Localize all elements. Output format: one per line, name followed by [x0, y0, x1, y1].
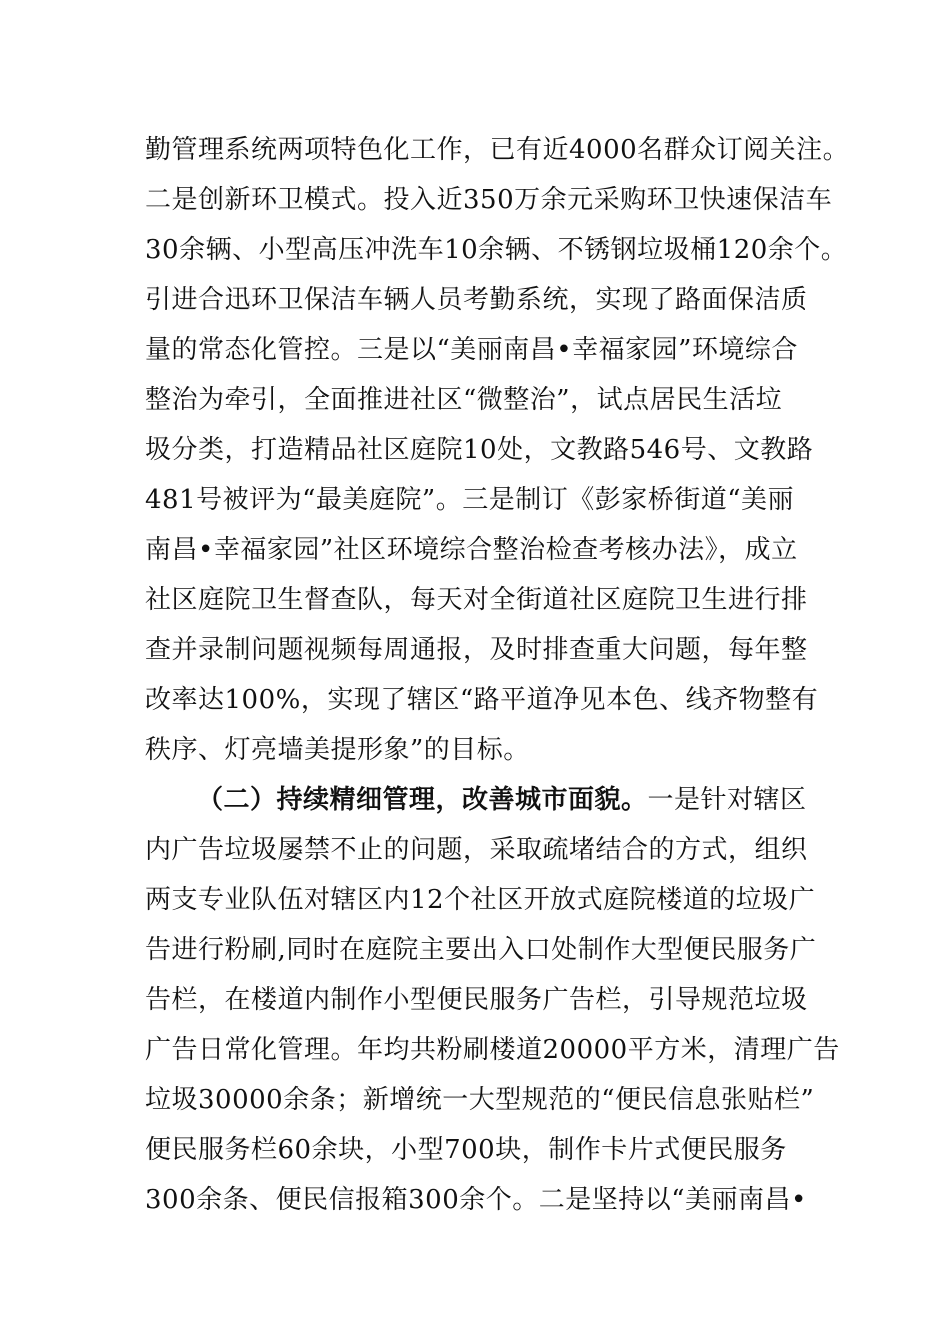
text-line: 改率达100%，实现了辖区“路平道净见本色、线齐物整有: [145, 685, 819, 715]
text-line: 社区庭院卫生督查队，每天对全街道社区庭院卫生进行排: [145, 585, 808, 615]
text-line: 引进合迅环卫保洁车辆人员考勤系统，实现了路面保洁质: [145, 285, 808, 315]
text-line: 30余辆、小型高压冲洗车10余辆、不锈钢垃圾桶120余个。: [145, 235, 848, 265]
text-line: 便民服务栏60余块，小型700块，制作卡片式便民服务: [145, 1135, 787, 1165]
text-line: 二是创新环卫模式。投入近350万余元采购环卫快速保洁车: [145, 185, 833, 215]
text-line: 内广告垃圾屡禁不止的问题，采取疏堵结合的方式，组织: [145, 835, 808, 865]
text-line: 勤管理系统两项特色化工作，已有近4000名群众订阅关注。: [145, 135, 850, 165]
text-line: 整治为牵引，全面推进社区“微整治”，试点居民生活垃: [145, 385, 783, 415]
text-line: 300余条、便民信报箱300余个。二是坚持以“美丽南昌•: [145, 1185, 807, 1215]
section-2-first-line: [197, 780, 835, 820]
text-line: 481号被评为“最美庭院”。三是制订《彭家桥街道“美丽: [145, 485, 795, 515]
text-line: 两支专业队伍对辖区内12个社区开放式庭院楼道的垃圾广: [145, 885, 816, 915]
text-line: 查并录制问题视频每周通报，及时排查重大问题，每年整: [145, 635, 808, 665]
text-line: 广告日常化管理。年均共粉刷楼道20000平方米，清理广告: [145, 1035, 840, 1065]
section-2-first-line-text: 一是针对辖区: [647, 785, 807, 815]
text-line: 告栏，在楼道内制作小型便民服务广告栏，引导规范垃圾: [145, 985, 808, 1015]
text-line: 圾分类，打造精品社区庭院10处，文教路546号、文教路: [145, 435, 814, 465]
text-line: 量的常态化管控。三是以“美丽南昌•幸福家园”环境综合: [145, 335, 798, 365]
text-line: 南昌•幸福家园”社区环境综合整治检查考核办法》，成立: [145, 535, 798, 565]
text-line: 垃圾30000余条；新增统一大型规范的“便民信息张贴栏”: [145, 1085, 815, 1115]
text-line: 告进行粉刷,同时在庭院主要出入口处制作大型便民服务广: [145, 935, 817, 965]
text-line: 秩序、灯亮墙美提形象”的目标。: [145, 735, 530, 765]
section-2-heading: （二）持续精细管理，改善城市面貌。: [197, 785, 648, 815]
